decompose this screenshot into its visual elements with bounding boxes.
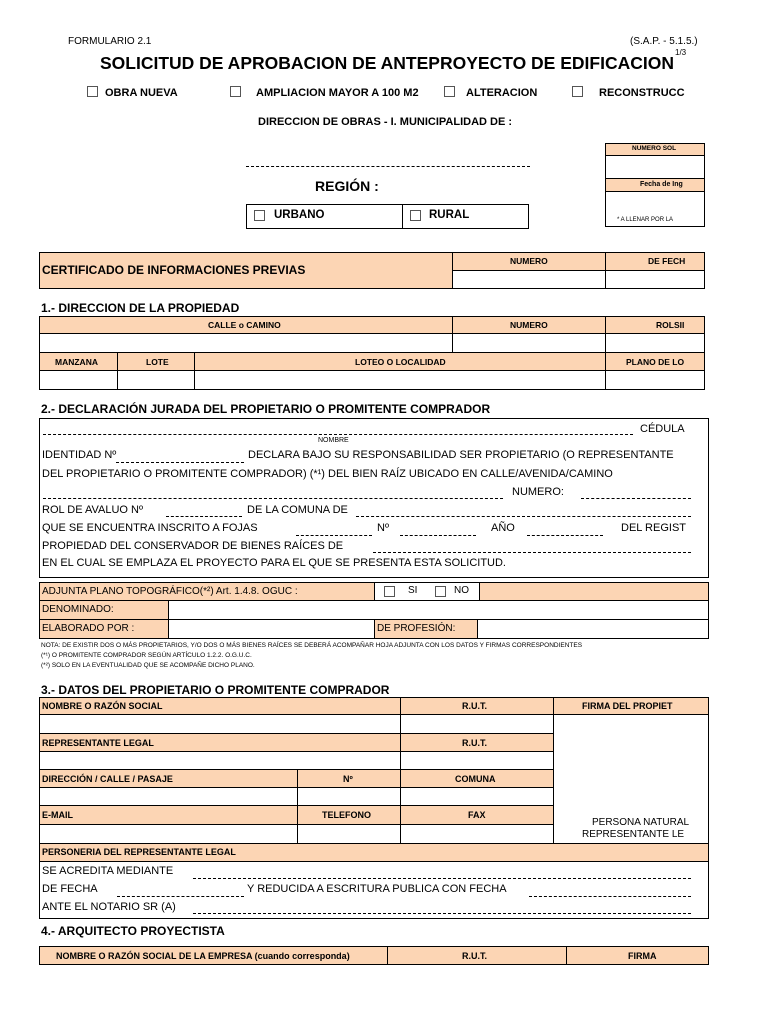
rut2-label: R.U.T. [462, 738, 488, 748]
loteo-label: LOTEO O LOCALIDAD [355, 357, 446, 367]
cip-fecha-label: DE FECH [648, 256, 686, 266]
adjunta-filler [479, 582, 709, 601]
cip-fecha-field[interactable] [605, 270, 705, 289]
manzana-field[interactable] [39, 370, 118, 390]
firma-propietario-field[interactable] [553, 714, 709, 844]
rural-checkbox[interactable] [410, 210, 421, 221]
escritura-fecha-field[interactable] [529, 896, 691, 897]
fojas-field[interactable] [296, 535, 372, 536]
calle-field[interactable] [39, 333, 453, 353]
nombre-razon-label: NOMBRE O RAZÓN SOCIAL [42, 701, 163, 711]
divider [402, 204, 403, 229]
cip-numero-header [452, 252, 606, 271]
si-label: SI [408, 585, 418, 596]
comuna3-header [400, 769, 554, 788]
identidad-label: IDENTIDAD Nº [42, 449, 117, 461]
numero-header [452, 316, 606, 334]
nombre-field[interactable] [43, 434, 633, 435]
calle-label: CALLE o CAMINO [208, 320, 281, 330]
manzana-header [39, 352, 118, 371]
sap-code: (S.A.P. - 5.1.5.) [630, 36, 698, 47]
rol-field[interactable] [605, 333, 705, 353]
persona-natural-label: PERSONA NATURAL [592, 817, 690, 828]
representante-header [39, 733, 401, 752]
anio-field[interactable] [527, 535, 603, 536]
numero2-label: NUMERO: [512, 486, 564, 498]
fecha-ingreso-header [605, 178, 705, 192]
firma4-header [566, 946, 709, 965]
firma-propietario-label: FIRMA DEL PROPIET [582, 701, 673, 711]
reconstruccion-checkbox[interactable] [572, 86, 583, 97]
side-note: * A LLENAR POR LA [617, 217, 674, 223]
propietario-text: DEL PROPIETARIO O PROMITENTE COMPRADOR) (*¹) DEL BIEN RAÍZ UBICADO EN CALLE/AVENIDA/CAMINO [42, 468, 613, 480]
nota-2: (*¹) O PROMITENTE COMPRADOR SEGÚN ARTÍCULO 1.2.2. O.G.U.C. [41, 652, 252, 659]
section2-title: 2.- DECLARACIÓN JURADA DEL PROPIETARIO O PROMITENTE COMPRADOR [41, 402, 491, 416]
rural-label: RURAL [429, 209, 470, 221]
denominado-label: DENOMINADO: [42, 604, 114, 615]
representante-le-label: REPRESENTANTE LE [582, 829, 685, 840]
de-fecha-field[interactable] [117, 896, 244, 897]
notario-field[interactable] [193, 913, 691, 914]
no-option-label: NO [454, 585, 469, 596]
obra-nueva-checkbox[interactable] [87, 86, 98, 97]
telefono-header [297, 805, 401, 825]
acredita-label: SE ACREDITA MEDIANTE [42, 865, 174, 877]
rol-label: ROLSII [656, 320, 685, 330]
section3-title: 3.- DATOS DEL PROPIETARIO O PROMITENTE COMPRADOR [41, 683, 390, 697]
telefono-field[interactable] [297, 824, 401, 844]
form-code: FORMULARIO 2.1 [68, 36, 152, 47]
adjunta-plano-label: ADJUNTA PLANO TOPOGRÁFICO(*²) Art. 1.4.8. OGUC : [42, 586, 298, 597]
personeria-header [39, 843, 709, 862]
municipalidad-field[interactable] [246, 166, 530, 167]
profesion-field[interactable] [477, 619, 709, 639]
representante-label: REPRESENTANTE LEGAL [42, 738, 154, 748]
section1-title: 1.- DIRECCION DE LA PROPIEDAD [41, 301, 240, 315]
personeria-label: PERSONERIA DEL REPRESENTANTE LEGAL [42, 847, 236, 857]
de-fecha-label: DE FECHA [42, 883, 98, 895]
plano-field[interactable] [605, 370, 705, 390]
propiedad-label: PROPIEDAD DEL CONSERVADOR DE BIENES RAÍCES DE [42, 540, 344, 552]
registro-label: DEL REGIST [621, 522, 686, 534]
fax-field[interactable] [400, 824, 554, 844]
profesion-label: DE PROFESIÓN: [377, 623, 456, 634]
empresa-header [39, 946, 388, 965]
email-field[interactable] [39, 824, 298, 844]
urbano-label: URBANO [274, 209, 325, 221]
section4-title: 4.- ARQUITECTO PROYECTISTA [41, 924, 225, 938]
numero-solicitud-label: NUMERO SOL [632, 145, 677, 152]
cip-label-cell [39, 252, 453, 289]
numero-label: NUMERO [510, 320, 548, 330]
email-label: E-MAIL [42, 810, 73, 820]
obra-nueva-label: OBRA NUEVA [105, 87, 178, 99]
rut-header [400, 697, 554, 715]
nota-1: NOTA: DE EXISTIR DOS O MÁS PROPIETARIOS, Y/O DOS O MÁS BIENES RAÍCES SE DEBERÁ ACOMPAÑAR HOJA ADJUNTA CON LOS DATOS Y FIRMAS CORRESPONDIENTES [41, 642, 583, 649]
profesion-cell [374, 619, 478, 639]
plano-label: PLANO DE LO [626, 357, 685, 367]
numero3-header [297, 769, 401, 788]
reconstruccion-label: RECONSTRUCC [599, 87, 685, 99]
region-label: REGIÓN : [315, 178, 379, 194]
empresa-label: NOMBRE O RAZÓN SOCIAL DE LA EMPRESA (cuando corresponda) [56, 951, 350, 961]
direccion-obras-label: DIRECCION DE OBRAS - I. MUNICIPALIDAD DE : [258, 116, 513, 128]
page-number: 1/3 [675, 48, 687, 57]
lote-label: LOTE [146, 357, 169, 367]
fax-label: FAX [468, 810, 486, 820]
comuna3-label: COMUNA [455, 774, 496, 784]
calle-avenida-field[interactable] [43, 498, 503, 499]
alteracion-label: ALTERACION [466, 87, 538, 99]
direccion-header [39, 769, 298, 788]
denominado-field[interactable] [168, 600, 709, 620]
plano-header [605, 352, 705, 371]
notario-label: ANTE EL NOTARIO SR (A) [42, 901, 176, 913]
ampliacion-checkbox[interactable] [230, 86, 241, 97]
no-label: Nº [377, 522, 389, 534]
elaborado-cell [39, 619, 169, 639]
form-title: SOLICITUD DE APROBACION DE ANTEPROYECTO DE EDIFICACION [100, 53, 674, 73]
reducida-label: Y REDUCIDA A ESCRITURA PUBLICA CON FECHA [247, 883, 507, 895]
acredita-field[interactable] [193, 878, 691, 879]
rut4-label: R.U.T. [462, 951, 488, 961]
rut-label: R.U.T. [462, 701, 488, 711]
identidad-field[interactable] [116, 462, 244, 463]
ampliacion-label: AMPLIACION MAYOR A 100 M2 [256, 87, 419, 99]
fax-header [400, 805, 554, 825]
elaborado-field[interactable] [168, 619, 375, 639]
rol-avaluo-label: ROL DE AVALUO Nº [42, 504, 144, 516]
rol-avaluo-field[interactable] [166, 516, 242, 517]
adjunta-plano-cell [39, 582, 375, 601]
rut-field[interactable] [400, 714, 554, 734]
rut2-field[interactable] [400, 751, 554, 770]
calle-header [39, 316, 453, 334]
alteracion-checkbox[interactable] [444, 86, 455, 97]
cip-fecha-header [605, 252, 705, 271]
firma4-label: FIRMA [628, 951, 657, 961]
cip-numero-field[interactable] [452, 270, 606, 289]
lote-header [117, 352, 195, 371]
direccion-field[interactable] [39, 787, 298, 806]
urbano-checkbox[interactable] [254, 210, 265, 221]
no-checkbox[interactable] [435, 586, 446, 597]
nombre-razon-header [39, 697, 401, 715]
cedula-label: CÉDULA [640, 423, 685, 435]
si-checkbox[interactable] [384, 586, 395, 597]
rut4-header [387, 946, 567, 965]
declara-text: DECLARA BAJO SU RESPONSABILIDAD SER PROPIETARIO (O REPRESENTANTE [248, 449, 674, 461]
numero-field[interactable] [452, 333, 606, 353]
comuna3-field[interactable] [400, 787, 554, 806]
loteo-field[interactable] [194, 370, 606, 390]
numero2-field[interactable] [581, 498, 691, 499]
email-header [39, 805, 298, 825]
fojas-label: QUE SE ENCUENTRA INSCRITO A FOJAS [42, 522, 258, 534]
firma-propietario-header [553, 697, 709, 715]
elaborado-label: ELABORADO POR : [42, 623, 135, 634]
comuna-label: DE LA COMUNA DE [247, 504, 348, 516]
manzana-label: MANZANA [55, 357, 98, 367]
denominado-cell [39, 600, 169, 620]
conservador-field[interactable] [373, 552, 691, 553]
representante-field[interactable] [39, 751, 401, 770]
telefono-label: TELEFONO [322, 810, 371, 820]
fecha-ingreso-label: Fecha de Ing [640, 181, 683, 188]
nombre-razon-field[interactable] [39, 714, 401, 734]
nombre-caption: NOMBRE [318, 437, 349, 444]
cip-label: CERTIFICADO DE INFORMACIONES PREVIAS [42, 263, 306, 277]
rut2-header [400, 733, 554, 752]
rol-header [605, 316, 705, 334]
numero3-label: Nº [343, 774, 353, 784]
comuna-field[interactable] [356, 516, 691, 517]
no-field[interactable] [400, 535, 476, 536]
direccion-label: DIRECCIÓN / CALLE / PASAJE [42, 774, 173, 784]
loteo-header [194, 352, 606, 371]
emplaza-text: EN EL CUAL SE EMPLAZA EL PROYECTO PARA EL QUE SE PRESENTA ESTA SOLICITUD. [42, 557, 506, 569]
anio-label: AÑO [491, 522, 515, 534]
cip-numero-label: NUMERO [510, 256, 548, 266]
lote-field[interactable] [117, 370, 195, 390]
nota-3: (*²) SOLO EN LA EVENTUALIDAD QUE SE ACOMPAÑE DICHO PLANO. [41, 662, 255, 669]
numero3-field[interactable] [297, 787, 401, 806]
numero-solicitud-field[interactable] [605, 155, 705, 179]
